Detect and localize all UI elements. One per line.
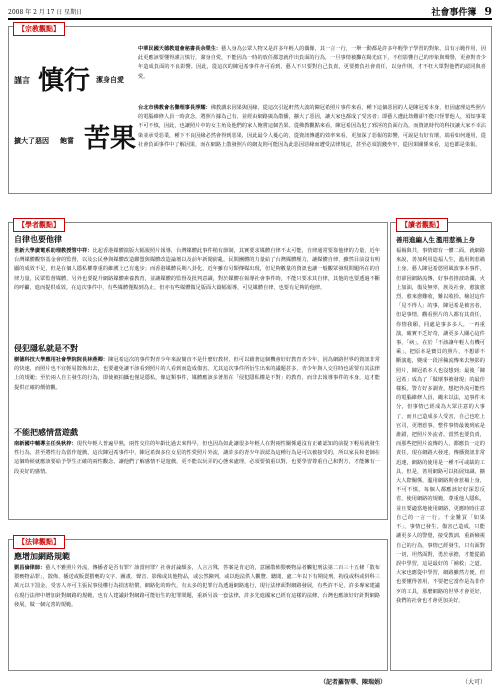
page-header xyxy=(8,4,492,18)
scholar-s1-text xyxy=(14,247,380,339)
religion-tag: 【宗教觀點】 xyxy=(13,22,65,36)
s2-body: 陳冠希這次的事件對青少年來說簡直不是什麼好教材，但可以藉著這個機會好好教育青少年，因為網路世界的資訊非常的快速，而照片也不宜輕易散佈出去，也要避免讓不該看到照片的人看到而造成傷害。尤其這次事件所衍生出來的議題甚多，青少年與人交往時也需要有其法律上的規範；至於兩人自主發生的行為，即使被拍攝也僅是隱私，像這類事件，媒體應該多著墨在「侵犯隱私權是不對」的教育，而非去報導事件的本身，這才能提供正確的價值觀。 xyxy=(14,357,380,391)
reader-title-1: 善用進編人生 xyxy=(396,236,435,244)
block1-body: 藝人身為公眾人物又是許多年輕人的偶像，其一言一行，一舉一動都是許多年輕學子學習的對象，具有示範作用，因此更應該要懂得謹言慎行，潔身自愛，不能因為一時的放任都忽就作出負面的行為，一旦事情被攤在陽光底下，不但影響自己的形象與聲譽，更會對青少年造成負面的不良影響。因此，從這次的陳冠希事件亦可看到，藝人不只要對自己負責，更要擔負社會責任，以身作則，才不枉大眾對他們的認同與喜愛。 xyxy=(138,46,486,80)
law-body: 藝人不雅照片外流，傳播者是否有罪？該當何罪？社會討論頗多，人言言殊，答案是肯定的，意圖散佈猥褻物品者觸犯刑法第二百三十五條「散布猥褻物品罪」，散佈、播送或販賣猥褻的文字、圖畫、聲音、影像或其他物品，或公然陳列，或以他法供人觀覽、聽聞，處二年以下有期徒刑、拘役或科或併科三萬元以下罰金。受害人亦可主張民事侵權行為損害賠償。網路化的時代，有太多的犯罪行為透過網路進行，現行法律面對網路發展，有些許不足，許多專家建議在現行法律中增加針對網路的規範，也有人建議針對網路可能衍生的犯罪問題，重新另設一套法律，許多先進國家已經有這樣的法條，台灣也應該好好針對網路發展，做一個完善的規範。 xyxy=(14,565,380,608)
law-credit: （記者羅智華、陳瑞娟） xyxy=(319,679,386,686)
reader-title-2: 濫用惹禍上身 xyxy=(436,236,475,244)
issue-date: 2008 年 2 月 17 日 星期日 xyxy=(8,8,83,16)
block2-mid: 飽嘗 xyxy=(60,136,74,145)
block1-pre: 謹言 xyxy=(14,75,30,85)
s3-body: 現代年輕人普遍早熟，兩性交往的年齡比過去來得早，但也因為如此讓很多年輕人在對兩性關係還沒有正確認知的前提下輕易就發生性行為，甚至將性行為當作遊戲，這次陳冠希事件中，陳冠希與多位女星的性愛照片外流，讓許多的青少年誤認為這種行為是可以被接受的，所以家長和老師在這個時候就應該要給予學生正確的兩性觀念，讓他們了解感情不是遊戲，更不能以玩弄的心態來處理，必須要慎重以對，也要學習尊重自己和對方，才能擁有一段美好的感情。 xyxy=(14,441,380,475)
law-tag-label: 法律觀點 xyxy=(25,538,53,546)
block1-post: 潔身自愛 xyxy=(96,75,124,84)
scholar-tag: 【學者觀點】 xyxy=(13,218,65,232)
block2-author: 台北市佛教會名譽理事長淨耀： xyxy=(138,105,211,111)
reader-text: 福禍與共，事情總有一體二面，就網路來說，善加利用造福人生，濫用則惹禍上身。藝人陳冠希慾照風波事本事件，但卻因網路流傳，好事者推波助瀾，火上加油，傷及無辜，族及社會，愈演愈烈，愈來愈難收，難以收拾。檢討這件「見不得人」的事，陳冠希是被害者，但是事情，觀看照片的人都有其責任，你情我願，同處是事多多人，一再重演，確實不乏好奇，讓更多人關心這件事，「病」，在於「不該讓年輕人有機可乘」，把原本是寶貝的照片，不想卻不斷演進，變成一段淫穢流傳來去無影的照片，陳冠希本人也沒想到；最後「陳冠希」成為了「做壞事被發現」的最佳樣板。警方好多調查，想把外流可能性的電腦維修人員，繩未以法，這事件未分，但事情已經成為大眾注意的大事了，而且已造成多人受害，自己也吃上官司，更增惹事。整件事情最後到底是誰錯，把照片外流者。當然也要負責，而那些把照片流傳的人，都應負一定的責任。現在網路大發達，傳播資訊非常迅速，網路的使用是一種不可或缺的工具，但是，善用網路可以拓展知識、擴大人際關係，濫用網路則會惹禍上身，不可不慎。每個人都應該好好深思反省，使用網路的規範，尊重他人隱私，並且要適當地使用網路，更應時時注意自己的一言一行。千金難買「如果不」，事情已發生，傷害已造成，只能讓更多人的警覺，接受教訓，重新檢視自己的行為，事情已經發生，只有面對一切，坦然面對，勇於承擔，才能從錯誤中學習，這是最好的「補救」之道。大家也應從中學習，網路雖然方便，但也要懂得善用，不要把它當作是為非作歹的工具，那麼網路的世界才會更好，我們的社會也才會更加美好。 xyxy=(396,248,485,604)
s1-author: 世新大學廣電系助理教授管中祥： xyxy=(14,248,93,254)
law-text xyxy=(14,564,380,658)
religion-tag-label: 宗教觀點 xyxy=(25,25,53,33)
reader-credit: （大可） xyxy=(461,679,486,686)
scholar-s2-title: 侵犯隱私就是不對 xyxy=(14,344,78,353)
law-tag: 【法律觀點】 xyxy=(13,535,65,549)
s1-body: 比起香港媒體演版大幅報照片報導，台灣媒體此事件稍有節制，其實要求媒體自律不太可能，自律通常要靠他律的力量，近年台灣媒體觀察基金會的監督，以及公民參與媒體改造聯盟與媒體改造論壇以及前年新聞紛亂，民間團體的力量給了台灣媒體壓力，讓媒體自律，雖然目前沒有明顯的成效不足，但是在個人隱私權尊重的維護上已有進步；而香港媒體長期八卦化，近年雖有另類傳媒出現，但足夠數量的資訊也讓一般觀眾發現問題所在的自律力量，民眾監督媒體，另外也要提升網路媒體素養教育，並讓媒體的監督及批判意識，對於媒體在報導社會事件時，不能只要求其自律，其他的也要透過不斷的呼籲，進而提供成效。在這次事件中，有些媒體僅點到為止，但亦有些媒體做足版面大篇幅報導，可見媒體自律，也要有足夠的他律。 xyxy=(14,248,380,291)
block1-text xyxy=(138,45,486,101)
block2-text xyxy=(138,104,486,188)
block2-big: 苦果 xyxy=(84,124,137,154)
s2-author: 樹德科技大學應用社會學院院長林燕卿： xyxy=(14,357,109,363)
scholar-s3-title: 不能把感情當遊戲 xyxy=(14,428,78,437)
block1-author: 中華民國天德教道會秘書長余榮生： xyxy=(138,46,222,52)
header-rule xyxy=(8,18,492,20)
page-number: 9 xyxy=(484,4,492,18)
scholar-s2-text xyxy=(14,356,380,420)
reader-tag-label: 讀者觀點 xyxy=(408,221,436,229)
scholar-s3-text xyxy=(14,440,380,514)
block2-pre: 擴大了惡因 xyxy=(14,136,49,145)
section-title: 社會事件簿 xyxy=(431,7,477,18)
law-title: 應增加網路規範 xyxy=(14,552,70,561)
reader-tag: 【讀者觀點】 xyxy=(396,218,448,232)
scholar-tag-label: 學者觀點 xyxy=(25,221,53,229)
s3-author: 南新國中輔導主任吳秋梓： xyxy=(14,441,77,447)
block1-big: 慎行 xyxy=(38,66,91,96)
block2-body: 佛教講求因果與因緣，從這次引起軒然大波的陳冠希照片事件來看，種下這個惡因的人是陳冠希本身，但因處理這些照片的電腦維修人員一時貪念，將照片據為己有，並經由網路廣為散播，擴大了惡因，讓大家也都成了受害者；即藝人遭此劫難卻不能只怪罪他人，須知事業不可不慎，因此，也讓照片中的女主角及他們的家人飽嘗這個苦果。從佛教觀點來看，陳冠希因為犯了邪淫的負面行為，而資訊時代的科技讓大家不幸沾染並承受惡業，種下不良因緣必然會得到惡果，因此最令人憂心的，從資訊傳遞的效率來看，更加深了惡報的影響，可說是有好有壞，端看如何運用，從社會負面事件中了解因果，而在網路上散發照片的網友則可能因為此惡因惡緣而遭受法律規定，甚至必須罰錢坐牢，從因果關係來看，這也都是果報。 xyxy=(138,105,486,148)
law-author: 劉昌倫律師： xyxy=(14,565,46,571)
scholar-s1-title: 自律也要他律 xyxy=(14,235,62,244)
